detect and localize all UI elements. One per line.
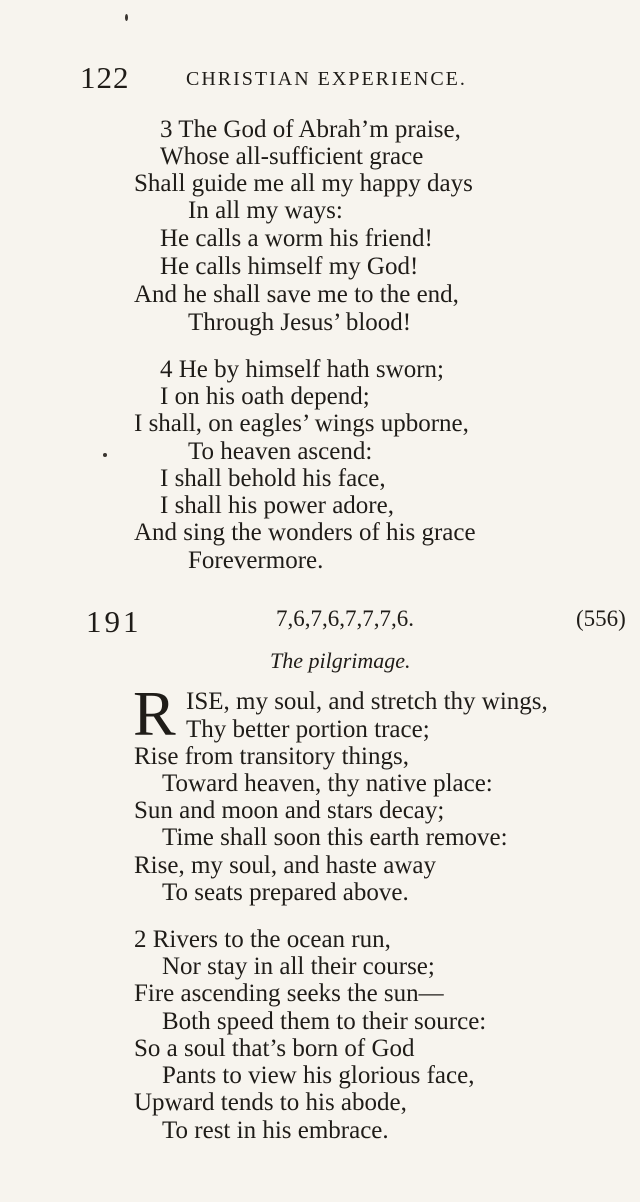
- verse-line: So a soul that’s born of God: [134, 1035, 415, 1062]
- page-number: 122: [80, 60, 130, 95]
- verse-line: Time shall soon this earth remove:: [162, 824, 508, 851]
- verse-line: And he shall save me to the end,: [134, 281, 459, 308]
- verse-line: He calls a worm his friend!: [160, 225, 433, 252]
- hymn-title: The pilgrimage.: [270, 648, 411, 673]
- running-title: CHRISTIAN EXPERIENCE.: [186, 68, 467, 90]
- verse-line: Both speed them to their source:: [162, 1008, 487, 1035]
- verse-line: Rise from transitory things,: [134, 743, 409, 770]
- verse-line: I shall behold his face,: [160, 465, 386, 492]
- verse-line: 4 He by himself hath sworn;: [160, 356, 444, 383]
- verse-line: 2 Rivers to the ocean run,: [134, 926, 391, 953]
- verse-line: In all my ways:: [188, 197, 343, 224]
- verse-line: I on his oath depend;: [160, 383, 370, 410]
- verse-line: Pants to view his glorious face,: [162, 1062, 475, 1089]
- verse-line: Thy better portion trace;: [186, 716, 430, 743]
- verse-line: Whose all-sufficient grace: [160, 143, 424, 170]
- verse-line: Fire ascending seeks the sun—: [134, 980, 444, 1007]
- verse-line: To seats prepared above.: [162, 879, 409, 906]
- hymn-meter: 7,6,7,6,7,7,7,6.: [276, 606, 414, 631]
- hymn-number: 191: [86, 604, 142, 639]
- verse-line: 3 The God of Abrah’m praise,: [160, 116, 461, 143]
- print-speck: [103, 453, 107, 457]
- verse-line: He calls himself my God!: [160, 253, 419, 280]
- verse-line: To heaven ascend:: [188, 438, 373, 465]
- verse-line: I shall his power adore,: [160, 492, 394, 519]
- verse-line: To rest in his embrace.: [162, 1117, 389, 1144]
- verse-line: Forevermore.: [188, 547, 324, 574]
- verse-line: Rise, my soul, and haste away: [134, 852, 437, 879]
- print-speck: [125, 14, 128, 21]
- verse-line: Sun and moon and stars decay;: [134, 797, 445, 824]
- verse-line: ISE, my soul, and stretch thy wings,: [186, 688, 548, 715]
- verse-line: Upward tends to his abode,: [134, 1089, 407, 1116]
- verse-line: Nor stay in all their course;: [162, 953, 435, 980]
- verse-line: Toward heaven, thy native place:: [162, 770, 493, 797]
- verse-line: I shall, on eagles’ wings upborne,: [134, 410, 469, 437]
- verse-line: Through Jesus’ blood!: [188, 309, 412, 336]
- verse-line: Shall guide me all my happy days: [134, 170, 473, 197]
- drop-cap: R: [133, 678, 176, 749]
- hymn-reference: (556): [576, 606, 626, 631]
- verse-line: And sing the wonders of his grace: [134, 519, 476, 546]
